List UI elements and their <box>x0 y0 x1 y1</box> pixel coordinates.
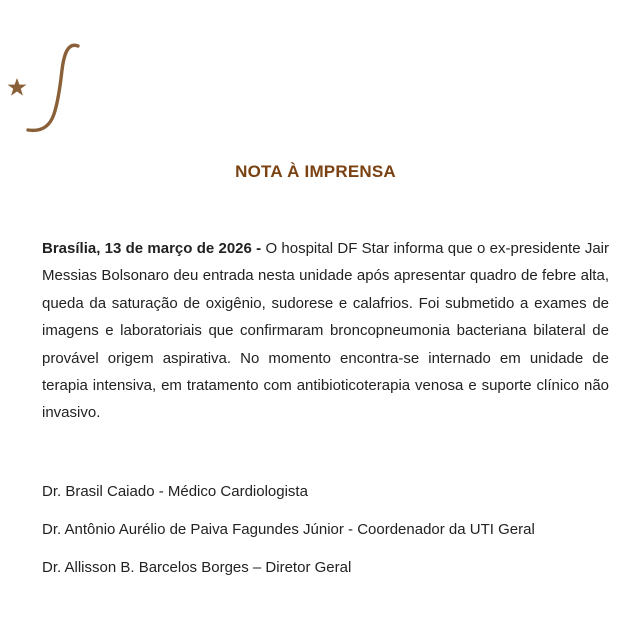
integral-flourish-icon <box>28 45 78 130</box>
press-release-body <box>42 235 609 427</box>
dateline: Brasília, 13 de março de 2026 - <box>42 240 262 257</box>
body-paragraph: O hospital DF Star informa que o ex-presidente Jair Messias Bolsonaro deu entrada nesta unidade após apresentar quadro de febre alta, queda da saturação de oxigênio, sudorese e calafrios. Foi submetido a exames de imagens e laboratoriais que confirmaram broncopneumonia bacteriana bilateral de provável origem aspirativa. No momento encontra-se internado em unidade de terapia intensiva, em tratamento com antibioticoterapia venosa e suporte clínico não invasivo. <box>42 240 610 422</box>
signature-line: Dr. Brasil Caiado - Médico Cardiologista <box>42 483 308 500</box>
signature-line: Dr. Antônio Aurélio de Paiva Fagundes Júnior - Coordenador da UTI Geral <box>42 521 535 538</box>
star-flourish-logo-icon <box>6 40 86 136</box>
star-icon <box>8 78 27 96</box>
page-title: NOTA À IMPRENSA <box>235 162 396 181</box>
signature-line: Dr. Allisson B. Barcelos Borges – Diretor Geral <box>42 559 352 576</box>
